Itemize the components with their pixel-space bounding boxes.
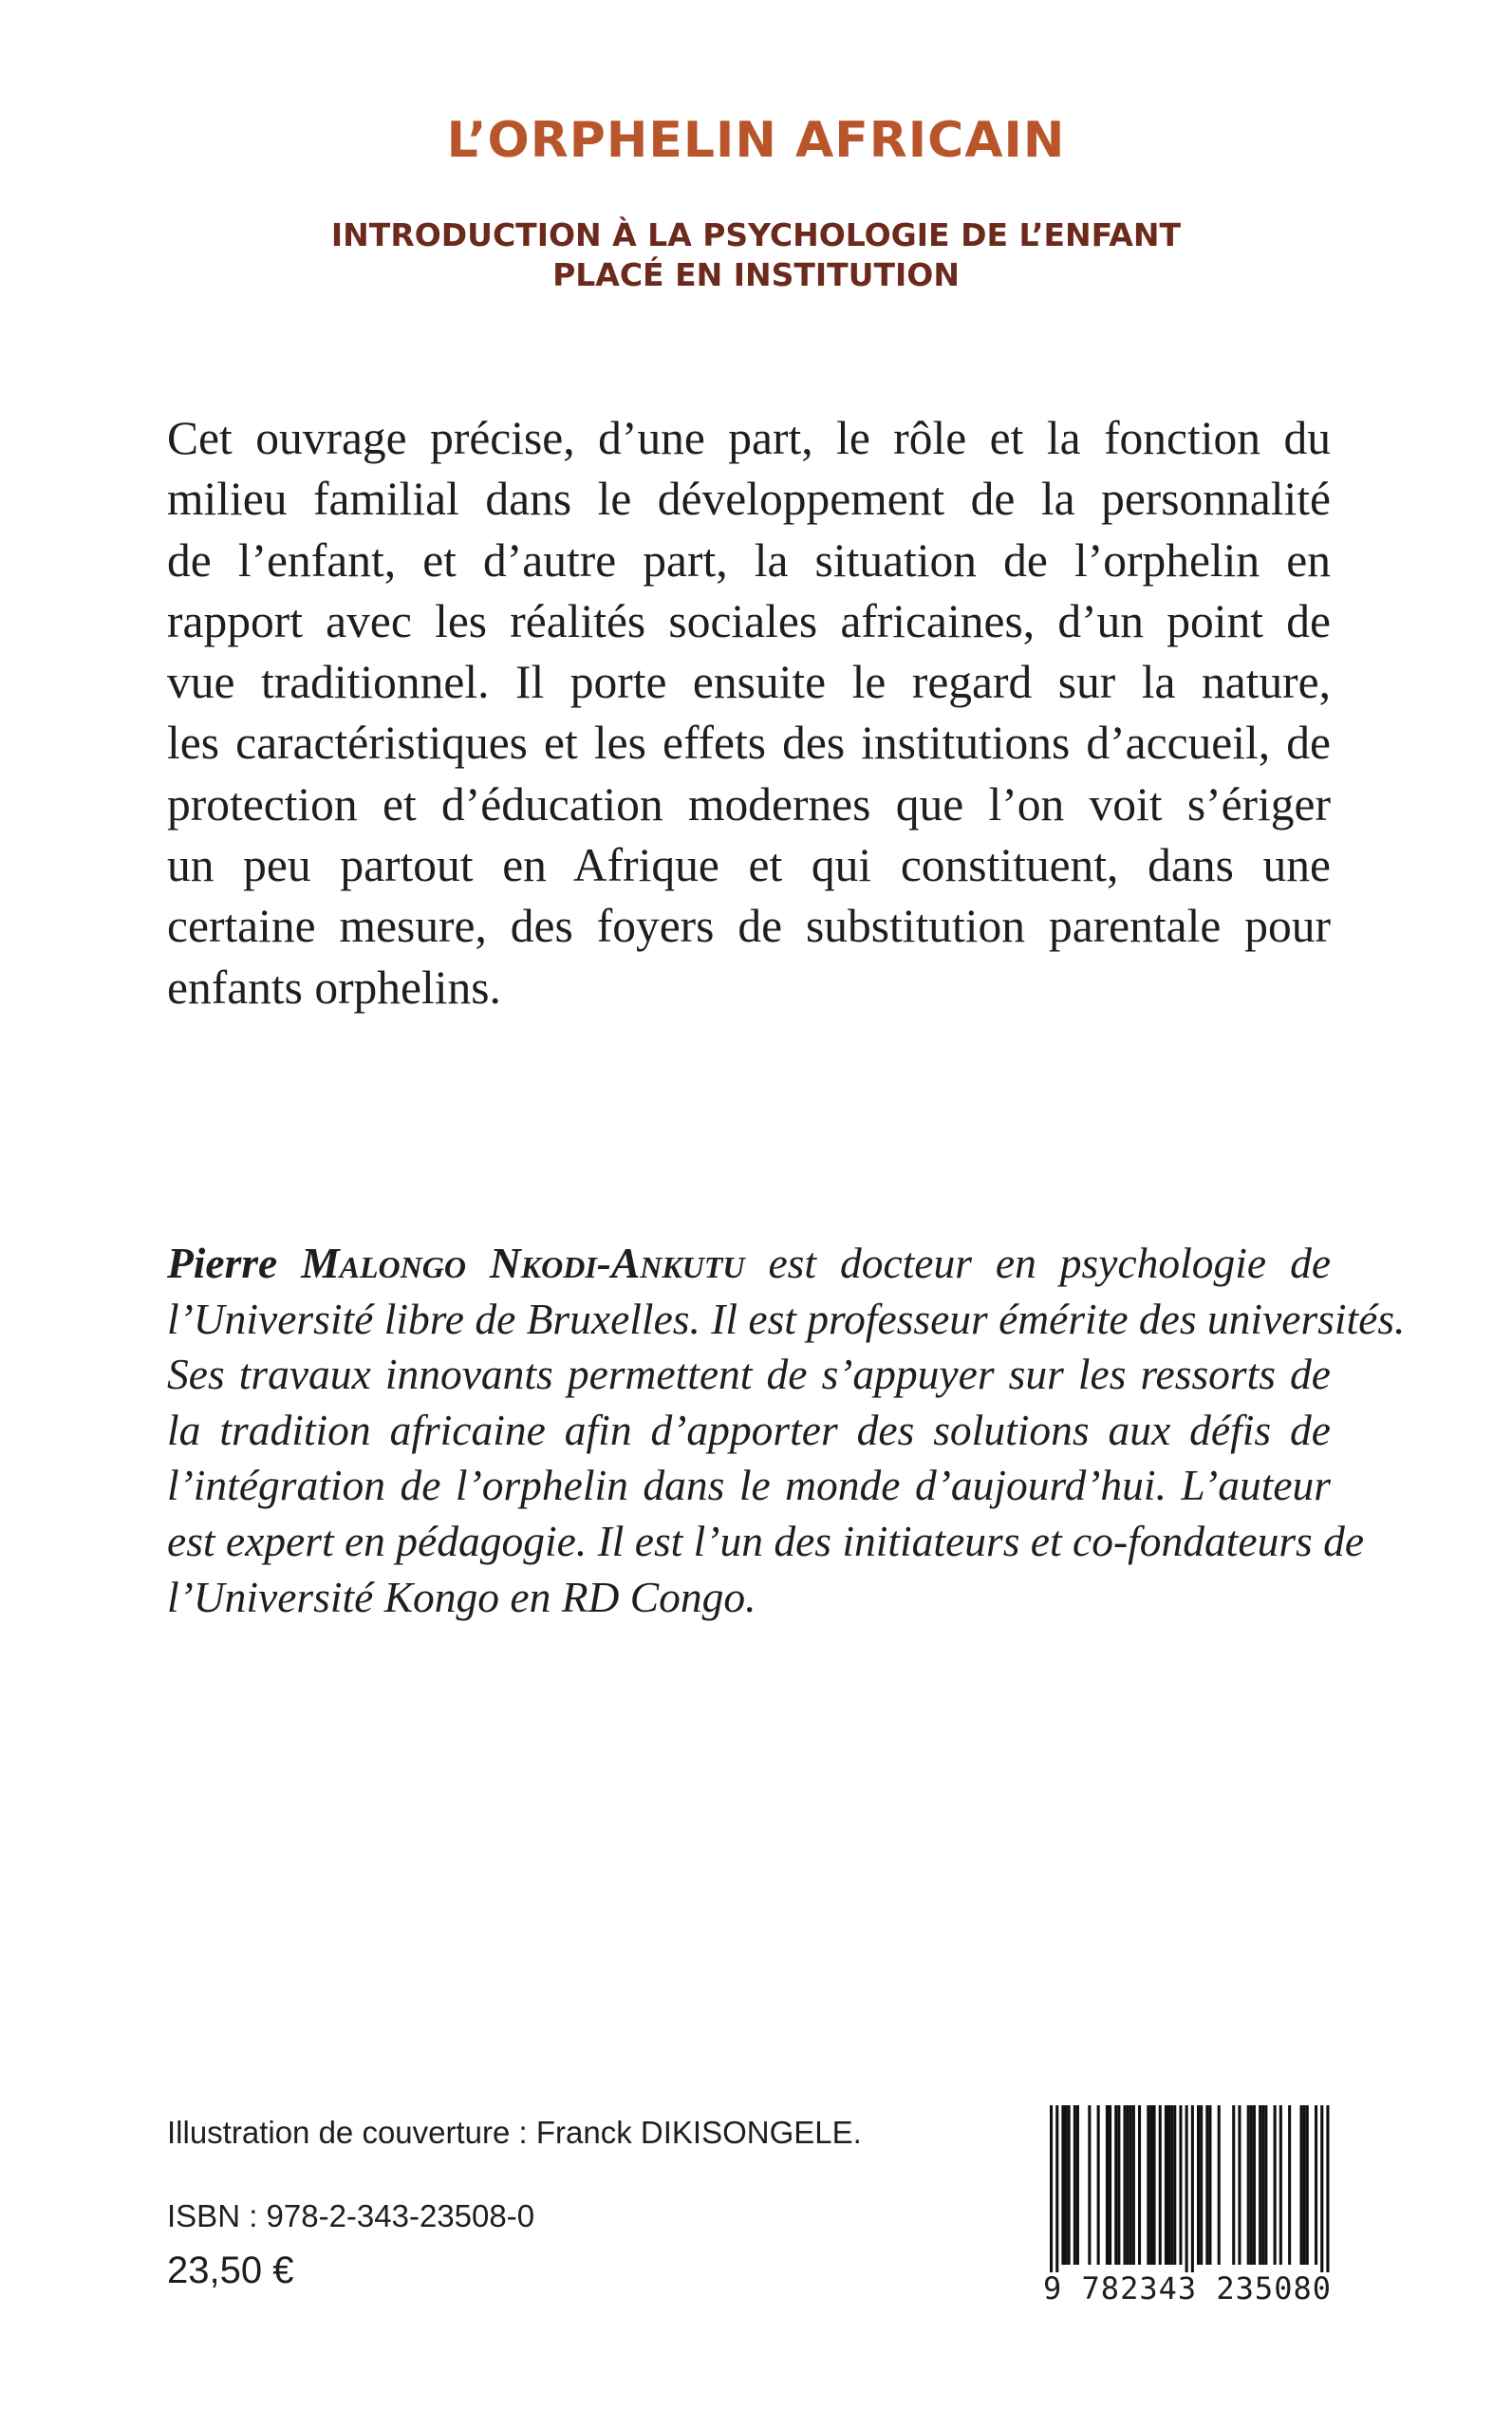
barcode-bar [1191,2105,1194,2272]
barcode-bar [1185,2105,1188,2272]
barcode-bar [1253,2105,1256,2265]
barcode-bars [1031,2103,1344,2272]
barcode-bar [1088,2105,1091,2265]
barcode-bar [1129,2105,1132,2265]
barcode-bar [1068,2105,1071,2265]
isbn: ISBN : 978-2-343-23508-0 [167,2198,535,2233]
barcode-digits: 9 782343 235080 [1043,2270,1332,2306]
barcode-bar [1153,2105,1156,2265]
barcode-bar [1061,2105,1064,2265]
barcode-bar [1303,2105,1306,2265]
author-bio [167,1236,1406,1625]
blurb-line: milieu familial dans le développement de la personnalité [167,473,1331,526]
barcode-bar [1124,2105,1127,2265]
cover-illustration-credit: Illustration de couverture : Franck DIKISONGELE. [167,2115,862,2150]
bio-line: Ses travaux innovants permettent de s’appuyer sur les ressorts de [167,1350,1331,1399]
barcode-bar [1232,2105,1235,2265]
book-blurb [167,408,1331,1018]
blurb-line: les caractéristiques et les effets des institutions d’accueil, de [167,717,1331,770]
blurb-line: un peu partout en Afrique et qui constituent, dans une [167,839,1331,892]
barcode-bar [1250,2105,1253,2265]
barcode-bar [1073,2105,1076,2265]
bio-line: l’Université libre de Bruxelles. Il est professeur émérite des universités. [167,1294,1406,1343]
bio-line: la tradition africaine afin d’apporter des solutions aux défis de [167,1405,1331,1454]
barcode-bar [1050,2105,1053,2272]
barcode-bar [1306,2105,1309,2265]
bio-line: l’Université Kongo en RD Congo. [167,1572,756,1621]
barcode-bar [1117,2105,1120,2265]
barcode-bar [1218,2105,1221,2265]
barcode-bar [1264,2105,1267,2265]
barcode-bar [1259,2105,1261,2265]
book-title: L’ORPHELIN AFRICAIN [446,112,1066,169]
barcode-bar [1147,2105,1149,2265]
barcode-bar [1055,2105,1058,2272]
barcode-bar [1159,2105,1162,2265]
barcode-bar [1205,2105,1208,2265]
barcode-bar [1179,2105,1182,2265]
price: 23,50 € [167,2250,294,2291]
book-subtitle-line-1: INTRODUCTION À LA PSYCHOLOGIE DE L’ENFANT [330,216,1182,253]
barcode-bar [1300,2105,1303,2265]
barcode-bar [1279,2105,1282,2265]
barcode-bar [1173,2105,1176,2265]
barcode-bar [1165,2105,1167,2265]
author-name [167,1239,745,1287]
blurb-line: de l’enfant, et d’autre part, la situation de l’orphelin en [167,533,1331,587]
bio-line [167,1236,1331,1292]
barcode-bar [1288,2105,1291,2265]
barcode-bar [1132,2105,1135,2265]
barcode-bar [1127,2105,1129,2265]
blurb-line: Cet ouvrage précise, d’une part, le rôle et la fonction du [167,412,1331,464]
barcode-bar [1065,2105,1068,2265]
bio-line: est expert en pédagogie. Il est l’un des initiateurs et co-fondateurs de [167,1516,1365,1565]
barcode-bar [1106,2105,1109,2265]
barcode-bar [1097,2105,1100,2265]
bio-line: l’intégration de l’orphelin dans le monde d’aujourd’hui. L’auteur [167,1461,1331,1510]
barcode [1031,2103,1344,2312]
barcode-bar [1320,2105,1323,2272]
barcode-bar [1197,2105,1200,2265]
barcode-bar [1114,2105,1117,2265]
barcode-bar [1109,2105,1111,2265]
barcode-bar [1170,2105,1173,2265]
blurb-line: protection et d’éducation modernes que l’on voit s’ériger [167,777,1331,831]
barcode-bar [1149,2105,1152,2265]
bio-line-rest: est docteur en psychologie de [768,1239,1332,1287]
barcode-bar [1274,2105,1277,2265]
blurb-line: certaine mesure, des foyers de substitution parentale pour [167,900,1331,953]
barcode-bar [1315,2105,1317,2265]
author-first-name: Pierre [167,1239,278,1287]
blurb-line: enfants orphelins. [167,961,501,1014]
barcode-bar [1076,2105,1079,2265]
barcode-bar [1200,2105,1203,2265]
barcode-bar [1261,2105,1264,2265]
book-subtitle-line-2: PLACÉ EN INSTITUTION [552,256,960,293]
blurb-line: vue traditionnel. Il porte ensuite le regard sur la nature, [167,656,1331,709]
barcode-bar [1326,2105,1329,2272]
blurb-line: rapport avec les réalités sociales africaines, d’un point de [167,594,1331,647]
barcode-bar [1238,2105,1241,2265]
barcode-bar [1247,2105,1250,2265]
barcode-bar [1208,2105,1211,2265]
barcode-bar [1167,2105,1170,2265]
author-last-name: Malongo Nkodi-Ankutu [301,1239,745,1287]
barcode-bar [1138,2105,1141,2265]
